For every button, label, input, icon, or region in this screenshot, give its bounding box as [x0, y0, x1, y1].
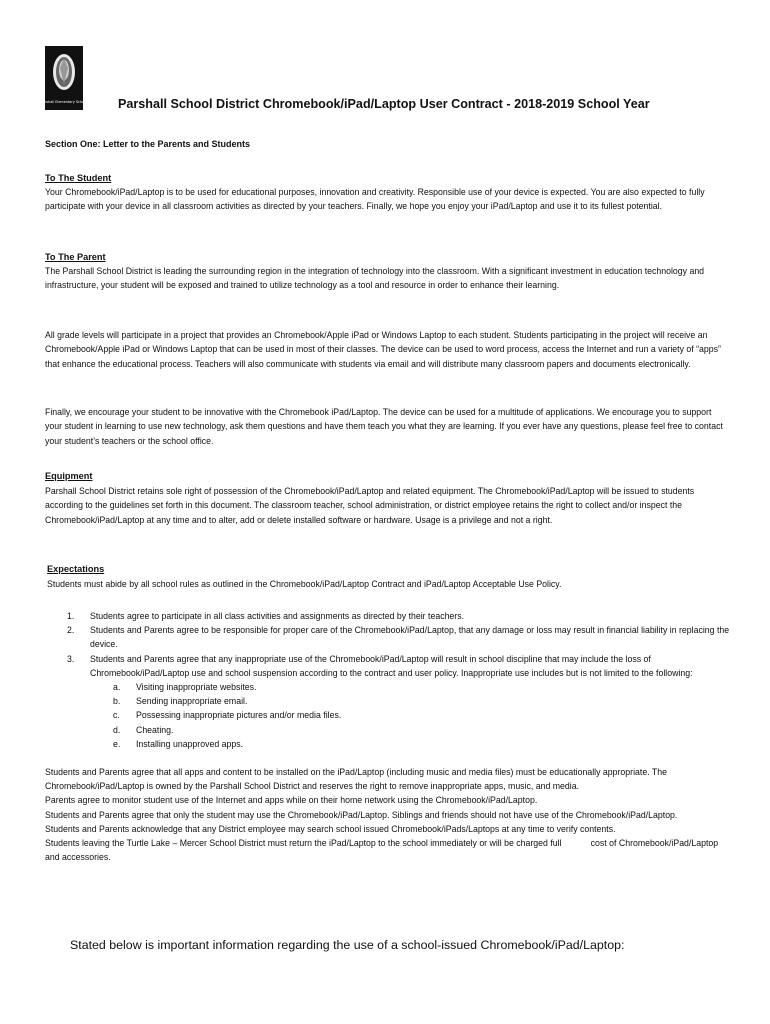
student-heading: To The Student	[45, 173, 112, 183]
page-title: Parshall School District Chromebook/iPad/Laptop User Contract - 2018-2019 School Year	[118, 97, 650, 111]
list-item	[45, 652, 730, 680]
district-logo	[40, 46, 88, 110]
sub-list-text: Cheating.	[136, 724, 174, 735]
sub-list-letter: e.	[113, 738, 121, 749]
sub-list-text: Possessing inappropriate pictures and/or media files.	[136, 710, 342, 721]
parent-paragraph-1: The Parshall School District is leading the surrounding region in the integration of technology into the classroom. With a significant investment in education technology and infrastructure, your student will be exposed and trained to utilize technology as a tool and resource in order to enhance their learning.	[45, 266, 705, 291]
sub-list-text: Visiting inappropriate websites.	[136, 682, 257, 693]
sub-list-letter: b.	[113, 696, 121, 707]
list-number: 1.	[67, 611, 75, 621]
sub-list-item	[45, 737, 730, 751]
parent-paragraph-3: Finally, we encourage your student to be innovative with the Chromebook iPad/Laptop. The device can be used for a multitude of applications. We encourage you to support your student in learning to use new technology, ask them questions and have them teach you what they are learning. If you ever have any questions, please feel free to contact your student’s teachers or the school office.	[45, 407, 723, 446]
list-item-text: Students and Parents agree that any inappropriate use of the Chromebook/iPad/Laptop will result in school discipline that may include the loss of Chromebook/iPad/Laptop use and school suspension according to the contract and user policy. Inappropriate use includes but is not limited to the following:	[90, 653, 693, 678]
sub-list-text: Installing unapproved apps.	[136, 738, 244, 749]
list-item-text: Students and Parents agree to be responsible for proper care of the Chromebook/iPad/Laptop, that any damage or loss may result in financial liability in replacing the device.	[90, 625, 730, 650]
stated-below-heading: Stated below is important information regarding the use of a school-issued Chromebook/iPad/Laptop:	[70, 938, 625, 952]
sub-list-letter: c.	[113, 710, 120, 721]
expectations-closing	[45, 765, 735, 864]
parent-heading: To The Parent	[45, 252, 106, 262]
sub-list-item	[45, 694, 730, 708]
logo-caption: Parshall Elementary School	[40, 100, 88, 104]
monitor-paragraph: Parents agree to monitor student use of the Internet and apps while on their home network using the Chromebook/iPad/Laptop.	[45, 795, 538, 806]
list-item	[45, 609, 730, 623]
leaving-district-paragraph: Students leaving the Turtle Lake – Mercer School District must return the iPad/Laptop to the school immediately or will be charged full cost of Chromebook/iPad/Laptop and accessories.	[45, 838, 721, 863]
district-seal-icon	[40, 46, 88, 110]
expectations-intro: Students must abide by all school rules as outlined in the Chromebook/iPad/Laptop Contract and iPad/Laptop Acceptable Use Policy.	[47, 579, 562, 589]
sub-list-item	[45, 708, 730, 722]
sub-list-item	[45, 723, 730, 737]
sub-list-text: Sending inappropriate email.	[136, 696, 248, 707]
expectations-list	[45, 609, 730, 751]
search-paragraph: Students and Parents acknowledge that any District employee may search school issued Chromebook/iPads/Laptops at any time to verify contents.	[45, 823, 616, 834]
list-item	[45, 623, 730, 651]
student-only-paragraph: Students and Parents agree that only the student may use the Chromebook/iPad/Laptop. Siblings and friends should not have use of the Chromebook/iPad/Laptop.	[45, 809, 678, 820]
expectations-heading: Expectations	[47, 564, 105, 574]
student-paragraph: Your Chromebook/iPad/Laptop is to be used for educational purposes, innovation and creativity. Responsible use of your device is expected. You are also expected to fully participate with your device in all classroom activities as directed by your teachers. Finally, we hope you enjoy your iPad/Laptop and use it to its fullest potential.	[45, 187, 705, 212]
sub-list-item	[45, 680, 730, 694]
parent-paragraph-2: All grade levels will participate in a project that provides an Chromebook/Apple iPad or Windows Laptop to each student. Students participating in the project will receive an Chromebook/Apple iPad or Windows Laptop that can be used in most of their classes. The device can be used to word process, access the Internet and run a variety of “apps” that enhance the educational process. Teachers will also communicate with students via email and will distribute many classroom papers and documents electronically.	[45, 330, 721, 369]
equipment-heading: Equipment	[45, 471, 93, 481]
list-number: 2.	[67, 625, 75, 636]
sub-list-letter: a.	[113, 682, 121, 693]
list-item-text: Students agree to participate in all class activities and assignments as directed by their teachers.	[90, 611, 465, 621]
equipment-paragraph: Parshall School District retains sole right of possession of the Chromebook/iPad/Laptop and related equipment. The Chromebook/iPad/Laptop will be issued to students according to the guidelines set forth in this document. The classroom teacher, school administration, or district employee retains the right to collect and/or inspect the Chromebook/iPad/Laptop at any time and to alter, add or delete installed software or hardware. Usage is a privilege and not a right.	[45, 486, 695, 525]
apps-content-paragraph: Students and Parents agree that all apps and content to be installed on the iPad/Laptop (including music and media files) must be educationally appropriate. The Chromebook/iPad/Laptop is owned by the Parshall School District and reserves the right to remove inappropriate apps, music, and media.	[45, 767, 667, 792]
sub-list-letter: d.	[113, 724, 121, 735]
list-number: 3.	[67, 653, 75, 664]
section-heading: Section One: Letter to the Parents and Students	[45, 139, 251, 149]
